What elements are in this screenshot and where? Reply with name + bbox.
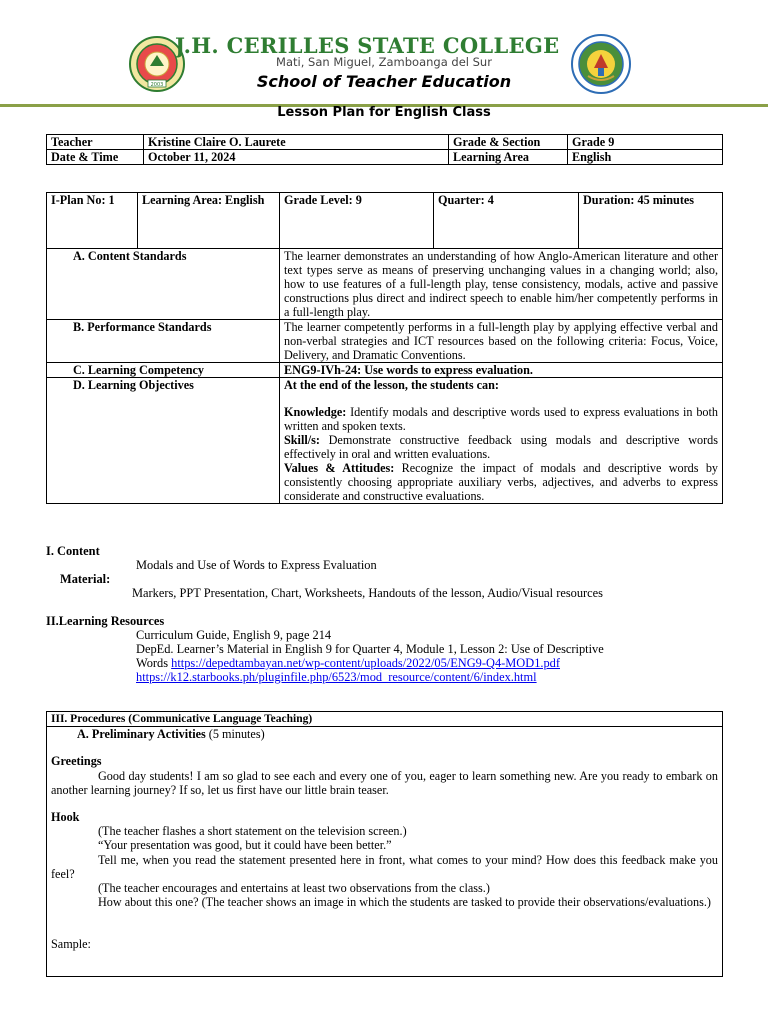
table-row (47, 320, 723, 363)
area-label: Learning Area (449, 150, 568, 165)
grade-label: Grade & Section (449, 135, 568, 150)
hook-line-1: (The teacher flashes a short statement on the television screen.) (98, 824, 407, 839)
document-title: Lesson Plan for English Class (277, 105, 491, 120)
date-value: October 11, 2024 (144, 150, 449, 165)
table-row (47, 363, 723, 378)
hook-line-3: Tell me, when you read the statement presented here in front, what comes to your mind? How does this feedback make you feel? (51, 852, 718, 881)
learning-competency-label: C. Learning Competency (47, 363, 280, 378)
module-link[interactable]: https://depedtambayan.net/wp-content/uploads/2022/05/ENG9-Q4-MOD1.pdf (171, 656, 560, 670)
resources-heading: II.Learning Resources (46, 614, 165, 628)
grade-value: Grade 9 (568, 135, 723, 150)
performance-standards-text: The learner competently performs in a full-length play by applying effective verbal and non-verbal strategies and ICT resources based on the following criteria: Focus, Voice, Delivery, and Dramatic Conventions. (280, 320, 723, 363)
objective-knowledge: Knowledge: Identify modals and descriptive words used to express evaluations in both written and spoken texts. (284, 405, 718, 433)
learning-competency-text: ENG9-IVh-24: Use words to express evaluation. (280, 363, 723, 378)
plan-grade-level: Grade Level: 9 (280, 193, 434, 249)
date-label: Date & Time (47, 150, 144, 165)
learning-objectives-label: D. Learning Objectives (47, 378, 280, 504)
plan-duration: Duration: 45 minutes (579, 193, 723, 249)
content-standards-label: A. Content Standards (47, 249, 280, 320)
starbooks-link[interactable]: https://k12.starbooks.ph/pluginfile.php/6523/mod_resource/content/6/index.html (136, 670, 537, 684)
table-row (47, 135, 723, 150)
seal-year: 2003 (150, 82, 164, 88)
procedures-heading: III. Procedures (Communicative Language Teaching) (47, 712, 723, 727)
teacher-info-table (46, 134, 723, 165)
iplan-number: I-Plan No: 1 (47, 193, 138, 249)
resource-words-line: Words https://depedtambayan.net/wp-content/uploads/2022/05/ENG9-Q4-MOD1.pdf (136, 656, 560, 670)
procedures-body (47, 727, 723, 977)
hook-line-4: (The teacher encourages and entertains at least two observations from the class.) (98, 881, 490, 896)
teacher-label: Teacher (47, 135, 144, 150)
preliminary-activities: A. Preliminary Activities (5 minutes) (77, 727, 265, 742)
hook-line-2: “Your presentation was good, but it could have been better.” (98, 838, 392, 853)
area-value: English (568, 150, 723, 165)
college-header (0, 0, 768, 120)
greetings-heading: Greetings (51, 754, 102, 769)
plan-quarter: Quarter: 4 (434, 193, 579, 249)
teacher-name: Kristine Claire O. Laurete (144, 135, 449, 150)
procedures-table (46, 711, 723, 977)
plan-learning-area: Learning Area: English (138, 193, 280, 249)
objective-skills: Skill/s: Demonstrate constructive feedback using modals and descriptive words effectively in oral and written evaluations. (284, 433, 718, 461)
lesson-plan-table (46, 192, 723, 504)
table-row (47, 193, 723, 249)
school-seal-icon (570, 34, 632, 94)
objective-values: Values & Attitudes: Recognize the impact of modals and descriptive words by consistently choosing appropriate auxiliary verbs, adjectives, and adverbs to express considerate and constructive evaluations. (284, 461, 719, 503)
content-standards-text: The learner demonstrates an understanding of how Anglo-American literature and other text types serve as means of preserving unchanging values in a changing world; also, how to use features of a full-length play, tense consistency, modals, active and passive constructions plus direct and indirect speech to enable him/her competently performs in a full-length play. (280, 249, 723, 320)
objectives-intro: At the end of the lesson, the students can: (284, 378, 499, 392)
table-row (47, 378, 723, 504)
table-row (47, 727, 723, 977)
hook-line-5: How about this one? (The teacher shows an image in which the students are tasked to provide their observations/evaluations.) (98, 895, 711, 910)
table-row (47, 249, 723, 320)
learning-objectives-text (280, 378, 723, 504)
table-row (47, 150, 723, 165)
college-name: J.H. CERILLES STATE COLLEGE (175, 33, 560, 58)
resource-deped: DepEd. Learner’s Material in English 9 for Quarter 4, Module 1, Lesson 2: Use of Descriptive (136, 642, 604, 656)
content-heading: I. Content (46, 544, 100, 558)
content-topic: Modals and Use of Words to Express Evaluation (136, 558, 377, 572)
table-row (47, 712, 723, 727)
performance-standards-label: B. Performance Standards (47, 320, 280, 363)
college-address: Mati, San Miguel, Zamboanga del Sur (276, 55, 492, 69)
materials-list: Markers, PPT Presentation, Chart, Worksheets, Handouts of the lesson, Audio/Visual resources (132, 586, 603, 600)
resource-starbooks-line (136, 670, 537, 684)
greetings-text: Good day students! I am so glad to see each and every one of you, eager to learn something new. Are you ready to embark on another learning journey? If so, let us first have our little brain teaser. (51, 768, 718, 797)
sample-label: Sample: (51, 937, 91, 952)
material-label: Material: (60, 572, 111, 586)
hook-heading: Hook (51, 810, 80, 825)
school-name: School of Teacher Education (256, 72, 512, 91)
resource-curriculum-guide: Curriculum Guide, English 9, page 214 (136, 628, 332, 642)
